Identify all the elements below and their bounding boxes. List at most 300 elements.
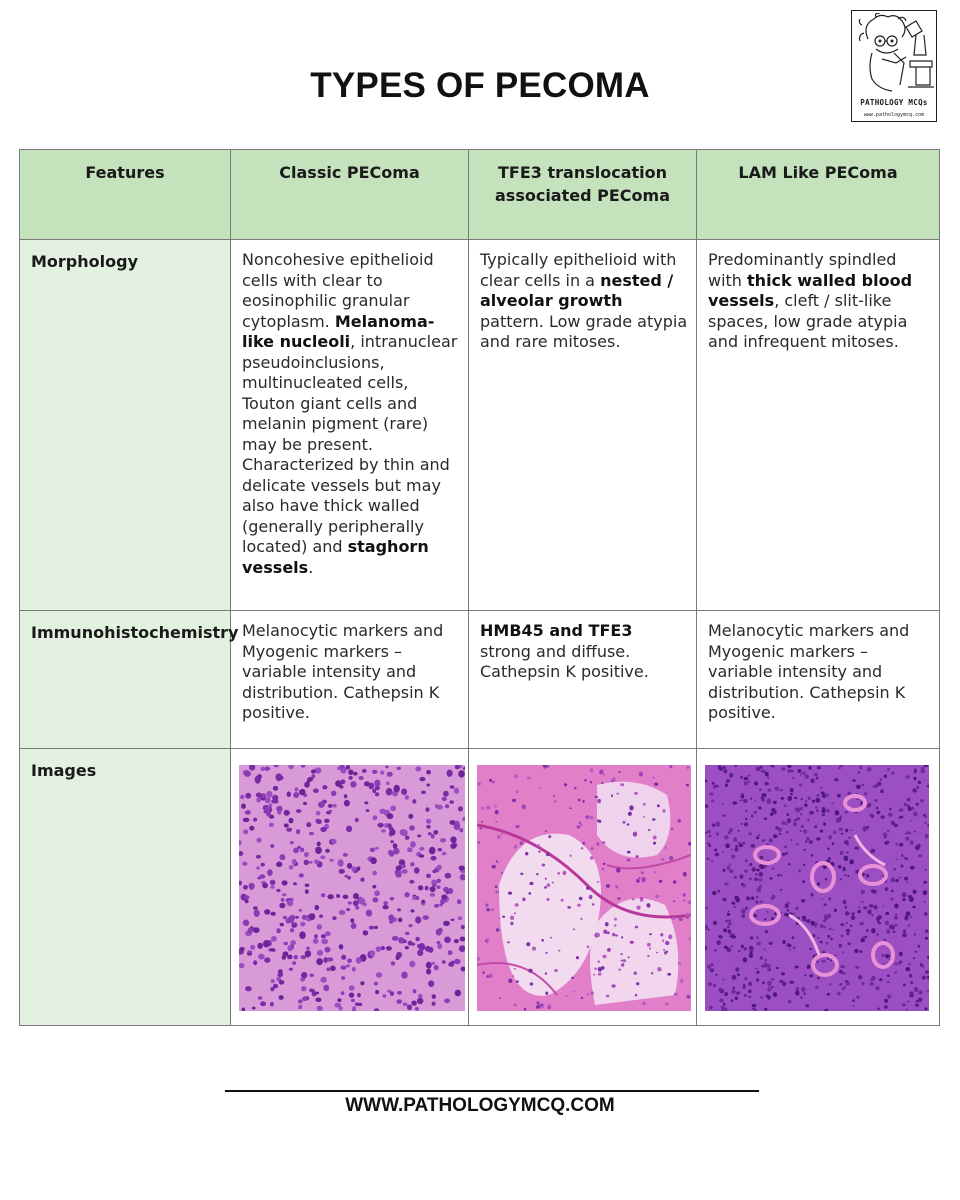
nucleus xyxy=(284,823,289,827)
nucleus xyxy=(289,818,294,824)
nucleus xyxy=(393,843,398,848)
nucleus xyxy=(904,917,908,920)
nucleus xyxy=(809,948,812,951)
nucleus xyxy=(663,949,665,951)
nucleus xyxy=(618,969,621,971)
nucleus xyxy=(723,928,727,932)
nucleus xyxy=(417,835,421,838)
nucleus xyxy=(858,771,860,773)
nucleus xyxy=(450,843,456,849)
nucleus xyxy=(529,882,533,885)
nucleus xyxy=(781,972,785,975)
nucleus xyxy=(545,972,547,974)
nucleus xyxy=(425,946,431,952)
nucleus xyxy=(349,993,355,998)
nucleus xyxy=(265,797,271,803)
nucleus xyxy=(353,900,359,906)
nucleus xyxy=(832,929,834,931)
nucleus xyxy=(859,950,863,953)
nucleus xyxy=(515,903,519,906)
nucleus xyxy=(770,812,773,816)
nucleus xyxy=(264,957,270,962)
nucleus xyxy=(292,961,296,965)
nucleus xyxy=(805,774,809,779)
nucleus xyxy=(877,1008,880,1010)
nucleus xyxy=(618,771,621,773)
nucleus xyxy=(243,885,248,890)
nucleus xyxy=(790,788,794,792)
nucleus xyxy=(635,855,638,858)
cell-ihc-classic: Melanocytic markers and Myogenic markers – variable intensity and distribution. Cathepsin K positive. xyxy=(231,611,469,749)
nucleus xyxy=(574,787,576,789)
nucleus xyxy=(922,976,926,980)
nucleus xyxy=(679,918,683,921)
nucleus xyxy=(846,811,848,813)
nucleus xyxy=(488,974,492,978)
nucleus xyxy=(495,886,498,888)
nucleus xyxy=(752,1004,757,1007)
nucleus xyxy=(914,987,918,992)
nucleus xyxy=(764,1008,767,1011)
nucleus xyxy=(605,922,609,926)
nucleus xyxy=(915,951,917,953)
nucleus xyxy=(512,975,514,977)
nucleus xyxy=(773,801,777,805)
nucleus xyxy=(754,878,758,881)
nucleus xyxy=(816,798,821,803)
nucleus xyxy=(789,981,794,985)
nucleus xyxy=(585,815,589,819)
nucleus xyxy=(667,973,671,976)
nucleus xyxy=(374,982,378,986)
nucleus xyxy=(709,792,713,795)
nucleus xyxy=(718,935,723,939)
nucleus xyxy=(921,767,925,771)
nucleus xyxy=(810,854,813,857)
nucleus xyxy=(492,781,495,783)
nucleus xyxy=(280,923,284,926)
nucleus xyxy=(745,907,748,910)
nucleus xyxy=(319,915,323,918)
nucleus xyxy=(383,994,387,998)
nucleus xyxy=(327,894,333,899)
nucleus xyxy=(270,1002,274,1006)
nucleus xyxy=(680,979,683,983)
nucleus xyxy=(245,986,252,991)
nucleus xyxy=(299,931,306,939)
nucleus xyxy=(369,950,375,957)
nucleus xyxy=(769,942,773,945)
nucleus xyxy=(795,990,799,995)
nucleus xyxy=(479,828,482,830)
nucleus xyxy=(712,823,715,827)
nucleus xyxy=(298,909,302,912)
nucleus xyxy=(260,1001,266,1006)
nucleus xyxy=(733,839,737,842)
nucleus xyxy=(896,843,898,846)
nucleus xyxy=(683,893,686,897)
nucleus xyxy=(536,873,539,875)
nucleus xyxy=(567,906,571,909)
nucleus xyxy=(434,965,439,970)
nucleus xyxy=(366,910,372,917)
nucleus xyxy=(431,962,435,965)
nucleus xyxy=(489,779,492,782)
nucleus xyxy=(757,887,762,892)
nucleus xyxy=(891,771,894,774)
nucleus xyxy=(735,996,738,1000)
nucleus xyxy=(762,982,765,985)
nucleus xyxy=(798,869,801,872)
nucleus xyxy=(254,910,260,917)
nucleus xyxy=(826,809,829,813)
nucleus xyxy=(447,770,453,777)
nucleus xyxy=(794,797,797,799)
nucleus xyxy=(444,937,451,944)
nucleus xyxy=(734,906,736,908)
nucleus xyxy=(767,987,771,991)
nucleus xyxy=(724,992,728,996)
nucleus xyxy=(848,837,850,839)
nucleus xyxy=(755,800,757,801)
nucleus xyxy=(401,972,407,979)
nucleus xyxy=(846,982,850,986)
nucleus xyxy=(909,993,914,997)
nucleus xyxy=(442,960,446,964)
nucleus xyxy=(616,868,620,873)
nucleus xyxy=(872,890,877,894)
nucleus xyxy=(375,847,379,850)
nucleus xyxy=(817,794,820,796)
nucleus xyxy=(508,892,512,895)
nucleus xyxy=(284,810,290,816)
nucleus xyxy=(292,859,297,865)
nucleus xyxy=(713,984,717,988)
nucleus xyxy=(630,941,634,944)
nucleus xyxy=(741,795,745,799)
nucleus xyxy=(925,930,929,933)
nucleus xyxy=(850,925,852,927)
nucleus xyxy=(910,866,914,870)
nucleus xyxy=(887,975,890,977)
row-label-images: Images xyxy=(20,749,231,1026)
nucleus xyxy=(427,784,431,787)
nucleus xyxy=(802,880,805,883)
nucleus xyxy=(707,965,711,969)
nucleus xyxy=(253,818,257,822)
header-features: Features xyxy=(20,150,231,240)
nucleus xyxy=(307,777,313,782)
nucleus xyxy=(841,923,845,926)
nucleus xyxy=(868,803,871,806)
nucleus xyxy=(882,954,885,957)
nucleus xyxy=(276,806,282,812)
nucleus xyxy=(347,863,352,869)
nucleus xyxy=(918,854,922,857)
nucleus xyxy=(343,853,348,857)
page-title: TYPES OF PECOMA xyxy=(310,66,650,105)
nucleus xyxy=(784,845,787,848)
nucleus xyxy=(628,957,630,959)
nucleus xyxy=(372,770,378,774)
nucleus xyxy=(627,823,630,825)
nucleus xyxy=(798,769,802,773)
nucleus xyxy=(344,800,350,807)
nucleus xyxy=(355,818,359,822)
nucleus xyxy=(707,843,710,845)
nucleus xyxy=(270,948,274,951)
nucleus xyxy=(293,792,299,798)
nucleus xyxy=(863,826,867,830)
nucleus xyxy=(339,869,345,874)
nucleus xyxy=(281,898,285,902)
nucleus xyxy=(668,934,672,939)
nucleus xyxy=(734,876,737,879)
nucleus xyxy=(748,775,751,777)
nucleus xyxy=(305,950,311,957)
nucleus xyxy=(426,819,431,824)
nucleus xyxy=(729,828,733,832)
nucleus xyxy=(914,777,917,780)
nucleus xyxy=(425,886,429,891)
nucleus xyxy=(515,791,518,794)
nucleus xyxy=(526,942,530,946)
nucleus xyxy=(725,920,728,923)
nucleus xyxy=(851,915,856,920)
nucleus xyxy=(908,924,911,927)
nucleus xyxy=(245,810,251,815)
nucleus xyxy=(520,873,523,875)
nucleus xyxy=(412,896,417,900)
nucleus xyxy=(823,823,826,826)
nucleus xyxy=(795,807,799,812)
nucleus xyxy=(357,993,361,997)
nucleus xyxy=(809,840,813,844)
nucleus xyxy=(740,800,742,802)
nucleus xyxy=(910,916,913,918)
nucleus xyxy=(352,967,356,972)
nucleus xyxy=(839,944,842,948)
nucleus xyxy=(916,786,919,788)
nucleus xyxy=(486,908,490,911)
nucleus xyxy=(548,835,551,838)
nucleus xyxy=(375,792,379,796)
nucleus xyxy=(434,904,439,908)
nucleus xyxy=(741,909,746,914)
nucleus xyxy=(662,940,664,943)
nucleus xyxy=(832,802,834,804)
nucleus xyxy=(355,906,359,910)
nucleus xyxy=(256,793,262,798)
nucleus xyxy=(761,965,764,967)
nucleus xyxy=(923,881,927,884)
nucleus xyxy=(450,785,455,789)
nucleus xyxy=(313,789,319,794)
nucleus xyxy=(548,1006,550,1009)
nucleus xyxy=(652,777,655,779)
cell-ihc-lam: Melanocytic markers and Myogenic markers – variable intensity and distribution. Cathepsin K positive. xyxy=(697,611,940,749)
nucleus xyxy=(283,942,288,945)
nucleus xyxy=(539,787,541,789)
nucleus xyxy=(657,967,661,972)
nucleus xyxy=(874,799,877,802)
nucleus xyxy=(664,951,667,954)
nucleus xyxy=(324,947,330,953)
nucleus xyxy=(796,843,798,846)
nucleus xyxy=(800,813,802,815)
nucleus xyxy=(602,868,604,870)
nucleus xyxy=(909,974,913,978)
nucleus xyxy=(756,869,760,872)
nucleus xyxy=(755,967,757,970)
nucleus xyxy=(654,871,656,873)
table-row-images xyxy=(20,749,940,1026)
nucleus xyxy=(719,767,723,771)
nucleus xyxy=(363,930,369,935)
lam-pecoma-histology-image xyxy=(705,765,929,1011)
nucleus xyxy=(391,961,396,965)
nucleus xyxy=(643,1002,646,1005)
nucleus xyxy=(786,852,788,854)
nucleus xyxy=(614,924,616,926)
nucleus xyxy=(723,1004,726,1006)
nucleus xyxy=(576,956,579,959)
nucleus xyxy=(486,806,490,810)
nucleus xyxy=(346,964,350,967)
table-header-row xyxy=(20,150,940,240)
nucleus xyxy=(244,771,251,777)
nucleus xyxy=(801,825,804,828)
nucleus xyxy=(724,835,729,839)
nucleus xyxy=(634,972,637,975)
nucleus xyxy=(432,1002,436,1006)
nucleus xyxy=(845,911,849,916)
nucleus xyxy=(743,957,748,962)
nucleus xyxy=(740,874,744,879)
nucleus xyxy=(824,903,827,906)
nucleus xyxy=(738,950,741,952)
nucleus xyxy=(243,818,250,823)
nucleus xyxy=(448,962,454,967)
nucleus xyxy=(906,857,908,860)
cell-morphology-classic: Noncohesive epithelioid cells with clear to eosinophilic granular cytoplasm. Melanoma-like nucleoli, intranuclear pseudoinclusions, multinucleated cells, Touton giant cells and melanin pigment (rare) may be present. Characterized by thin and delicate vessels but may also have thick walled (generally peripherally located) and staghorn vessels. xyxy=(231,240,469,611)
nucleus xyxy=(846,852,848,854)
nucleus xyxy=(276,928,281,933)
nucleus xyxy=(579,897,583,900)
nucleus xyxy=(375,990,379,994)
header-classic-pecoma: Classic PEComa xyxy=(231,150,469,240)
nucleus xyxy=(318,801,325,807)
nucleus xyxy=(350,918,354,923)
nucleus xyxy=(782,940,785,944)
nucleus xyxy=(749,946,754,951)
nucleus xyxy=(640,898,644,902)
nucleus xyxy=(895,962,898,965)
nucleus xyxy=(426,770,431,775)
nucleus xyxy=(614,918,617,921)
nucleus xyxy=(524,1008,527,1011)
nucleus xyxy=(805,800,807,802)
nucleus xyxy=(499,997,501,999)
nucleus xyxy=(590,781,592,783)
nucleus xyxy=(257,877,261,880)
nucleus xyxy=(385,766,389,769)
nucleus xyxy=(723,869,726,872)
nucleus xyxy=(253,960,257,965)
nucleus xyxy=(901,816,904,819)
nucleus xyxy=(766,911,768,913)
nucleus xyxy=(276,889,280,892)
nucleus xyxy=(817,977,820,979)
nucleus xyxy=(821,960,825,963)
nucleus xyxy=(317,950,323,956)
nucleus xyxy=(743,985,746,988)
nucleus xyxy=(726,779,730,783)
nucleus xyxy=(883,832,887,837)
nucleus xyxy=(894,971,897,973)
nucleus xyxy=(768,985,770,987)
nucleus xyxy=(715,853,719,857)
nucleus xyxy=(914,831,916,833)
nucleus xyxy=(398,918,402,923)
nucleus xyxy=(595,796,598,798)
nucleus xyxy=(662,809,665,812)
nucleus xyxy=(296,829,300,834)
nucleus xyxy=(495,810,499,814)
cell-image-tfe3 xyxy=(469,749,697,1026)
nucleus xyxy=(924,912,928,916)
nucleus xyxy=(373,897,379,902)
nucleus xyxy=(717,890,720,893)
nucleus xyxy=(320,977,326,983)
nucleus xyxy=(589,895,593,899)
nucleus xyxy=(541,939,543,942)
nucleus xyxy=(501,833,503,835)
nucleus xyxy=(866,874,869,877)
nucleus xyxy=(418,885,423,890)
nucleus xyxy=(497,862,499,864)
nucleus xyxy=(414,867,420,873)
nucleus xyxy=(817,766,821,769)
nucleus xyxy=(396,865,402,870)
nucleus xyxy=(902,898,905,901)
nucleus xyxy=(516,980,519,982)
nucleus xyxy=(766,994,770,998)
nucleus xyxy=(415,916,421,923)
nucleus xyxy=(398,937,404,943)
nucleus xyxy=(267,869,273,876)
nucleus xyxy=(758,834,760,836)
nucleus xyxy=(508,979,512,983)
nucleus xyxy=(315,847,322,854)
nucleus xyxy=(245,899,249,903)
nucleus xyxy=(875,986,879,990)
nucleus xyxy=(817,882,820,886)
nucleus xyxy=(347,959,352,964)
nucleus xyxy=(769,877,772,879)
nucleus xyxy=(716,833,719,836)
nucleus xyxy=(577,904,581,907)
nucleus xyxy=(537,844,540,847)
nucleus xyxy=(715,785,718,788)
nucleus xyxy=(830,959,832,961)
nucleus xyxy=(910,841,914,845)
nucleus xyxy=(905,833,907,835)
nucleus xyxy=(404,892,409,897)
nucleus xyxy=(647,943,651,947)
nucleus xyxy=(514,968,516,970)
nucleus xyxy=(587,945,589,948)
